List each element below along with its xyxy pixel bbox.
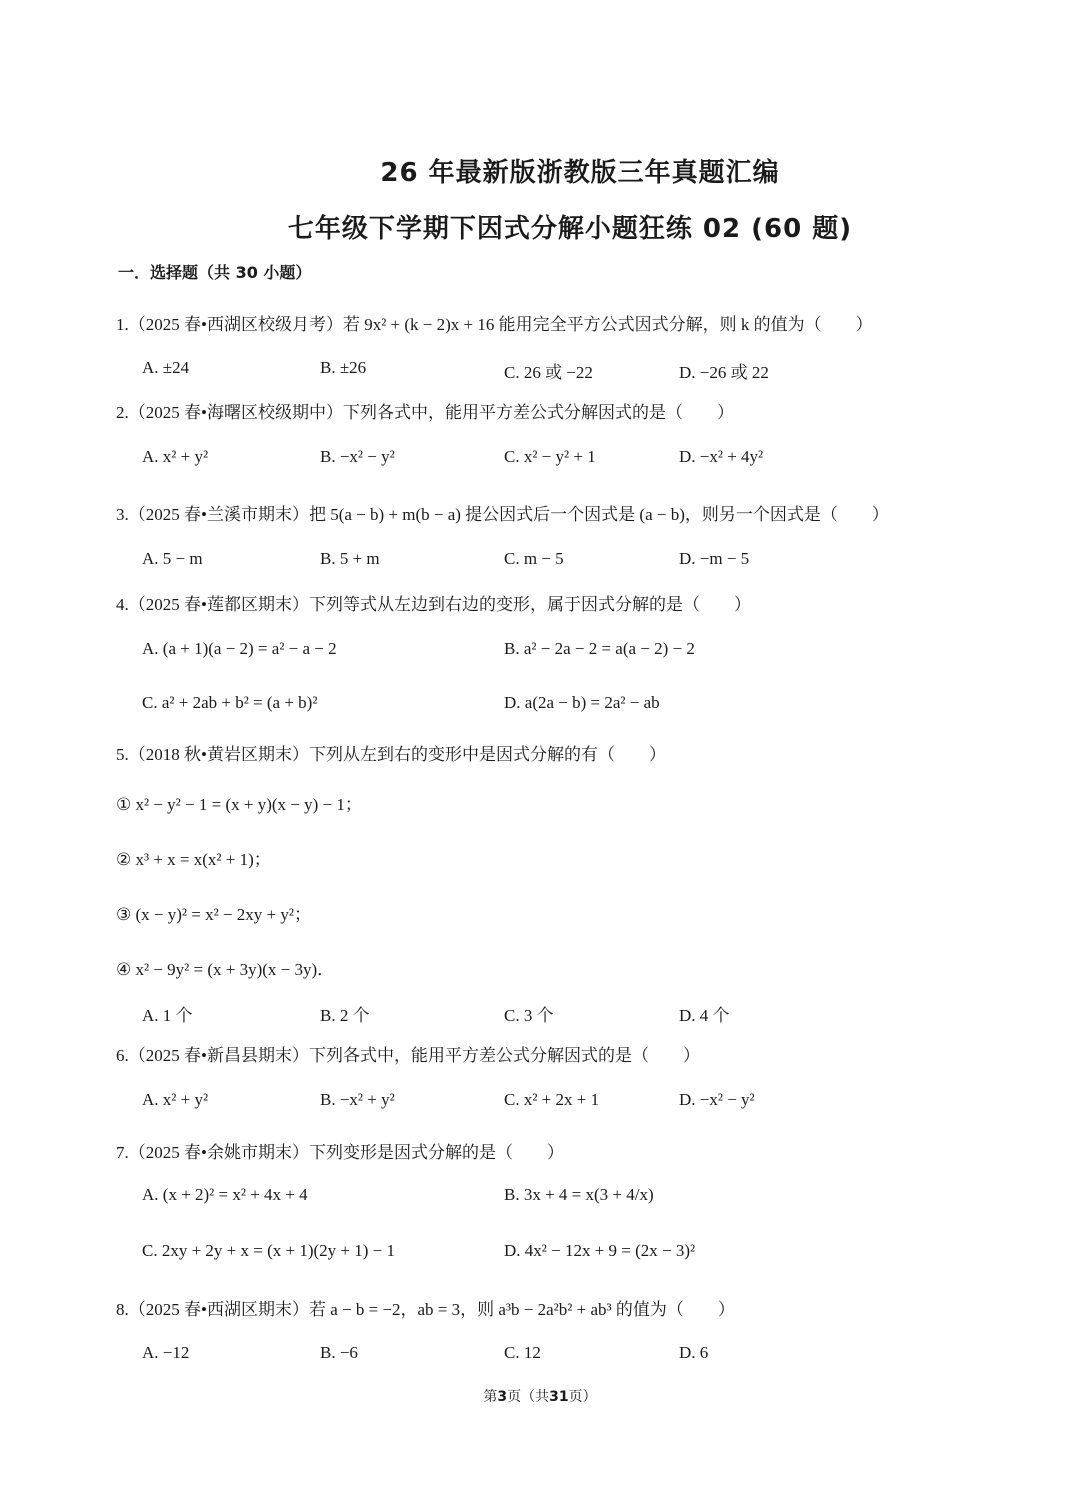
section-heading: 一．选择题（共 30 小题） xyxy=(118,263,312,282)
question-3-option-d: D. −m − 5 xyxy=(679,549,750,568)
question-8-option-d: D. 6 xyxy=(679,1343,709,1362)
question-8-option-a: A. −12 xyxy=(142,1343,190,1362)
question-4-stem: 4.（2025 春•莲都区期末）下列等式从左边到右边的变形，属于因式分解的是（ ） xyxy=(116,595,751,614)
question-5-option-c: C. 3 个 xyxy=(504,1006,554,1025)
question-3-option-b: B. 5 + m xyxy=(320,549,380,568)
question-4-option-a: A. (a + 1)(a − 2) = a² − a − 2 xyxy=(142,639,337,658)
question-4-option-c: C. a² + 2ab + b² = (a + b)² xyxy=(142,693,318,712)
document-subtitle: 七年级下学期下因式分解小题狂练 02 (60 题) xyxy=(287,214,853,244)
question-8-stem: 8.（2025 春•西湖区期末）若 a − b = −2，ab = 3，则 a³b − 2a²b² + ab³ 的值为（ ） xyxy=(116,1300,735,1319)
question-8-option-b: B. −6 xyxy=(320,1343,358,1362)
footer-middle: 页（共 xyxy=(507,1389,550,1405)
page-footer xyxy=(0,1386,1080,1406)
footer-page-number: 3 xyxy=(497,1389,508,1405)
question-3-stem: 3.（2025 春•兰溪市期末）把 5(a − b) + m(b − a) 提公因式后一个因式是 (a − b)，则另一个因式是（ ） xyxy=(116,505,889,524)
question-1-option-b: B. ±26 xyxy=(320,358,367,377)
question-2-option-a: A. x² + y² xyxy=(142,447,209,466)
question-2-option-b: B. −x² − y² xyxy=(320,447,395,466)
question-5-statement-4: ④ x² − 9y² = (x + 3y)(x − 3y)． xyxy=(116,960,335,979)
question-5-statement-2: ② x³ + x = x(x² + 1)； xyxy=(116,850,271,869)
question-4-option-b: B. a² − 2a − 2 = a(a − 2) − 2 xyxy=(504,639,695,658)
question-1-option-a: A. ±24 xyxy=(142,358,190,377)
question-5-statement-3: ③ (x − y)² = x² − 2xy + y²； xyxy=(116,905,311,924)
question-1-stem: 1.（2025 春•西湖区校级月考）若 9x² + (k − 2)x + 16 能用完全平方公式因式分解，则 k 的值为（ ） xyxy=(116,315,873,334)
question-6-option-a: A. x² + y² xyxy=(142,1090,209,1109)
footer-total-pages: 31 xyxy=(549,1389,569,1405)
question-8-option-c: C. 12 xyxy=(504,1343,541,1362)
question-4-option-d: D. a(2a − b) = 2a² − ab xyxy=(504,693,660,712)
question-7-option-b: B. 3x + 4 = x(3 + 4/x) xyxy=(504,1185,654,1204)
question-7-option-d: D. 4x² − 12x + 9 = (2x − 3)² xyxy=(504,1241,696,1260)
question-5-option-a: A. 1 个 xyxy=(142,1006,193,1025)
question-7-stem: 7.（2025 春•余姚市期末）下列变形是因式分解的是（ ） xyxy=(116,1143,564,1162)
question-2-stem: 2.（2025 春•海曙区校级期中）下列各式中，能用平方差公式分解因式的是（ ） xyxy=(116,403,734,422)
question-5-option-d: D. 4 个 xyxy=(679,1006,730,1025)
question-3-option-c: C. m − 5 xyxy=(504,549,564,568)
question-1-option-d: D. −26 或 22 xyxy=(679,363,769,382)
document-title: 26 年最新版浙教版三年真题汇编 xyxy=(380,158,780,188)
question-6-option-d: D. −x² − y² xyxy=(679,1090,755,1109)
question-1-option-c: C. 26 或 −22 xyxy=(504,363,593,382)
question-3-option-a: A. 5 − m xyxy=(142,549,203,568)
question-6-option-b: B. −x² + y² xyxy=(320,1090,395,1109)
question-5-stem: 5.（2018 秋•黄岩区期末）下列从左到右的变形中是因式分解的有（ ） xyxy=(116,745,666,764)
question-5-option-b: B. 2 个 xyxy=(320,1006,370,1025)
question-7-option-c: C. 2xy + 2y + x = (x + 1)(2y + 1) − 1 xyxy=(142,1241,396,1260)
footer-suffix: 页） xyxy=(568,1389,597,1405)
footer-prefix: 第 xyxy=(483,1389,498,1405)
question-6-option-c: C. x² + 2x + 1 xyxy=(504,1090,600,1109)
question-2-option-c: C. x² − y² + 1 xyxy=(504,447,596,466)
question-7-option-a: A. (x + 2)² = x² + 4x + 4 xyxy=(142,1185,308,1204)
question-2-option-d: D. −x² + 4y² xyxy=(679,447,764,466)
question-6-stem: 6.（2025 春•新昌县期末）下列各式中，能用平方差公式分解因式的是（ ） xyxy=(116,1046,700,1065)
question-5-statement-1: ① x² − y² − 1 = (x + y)(x − y) − 1； xyxy=(116,795,362,814)
